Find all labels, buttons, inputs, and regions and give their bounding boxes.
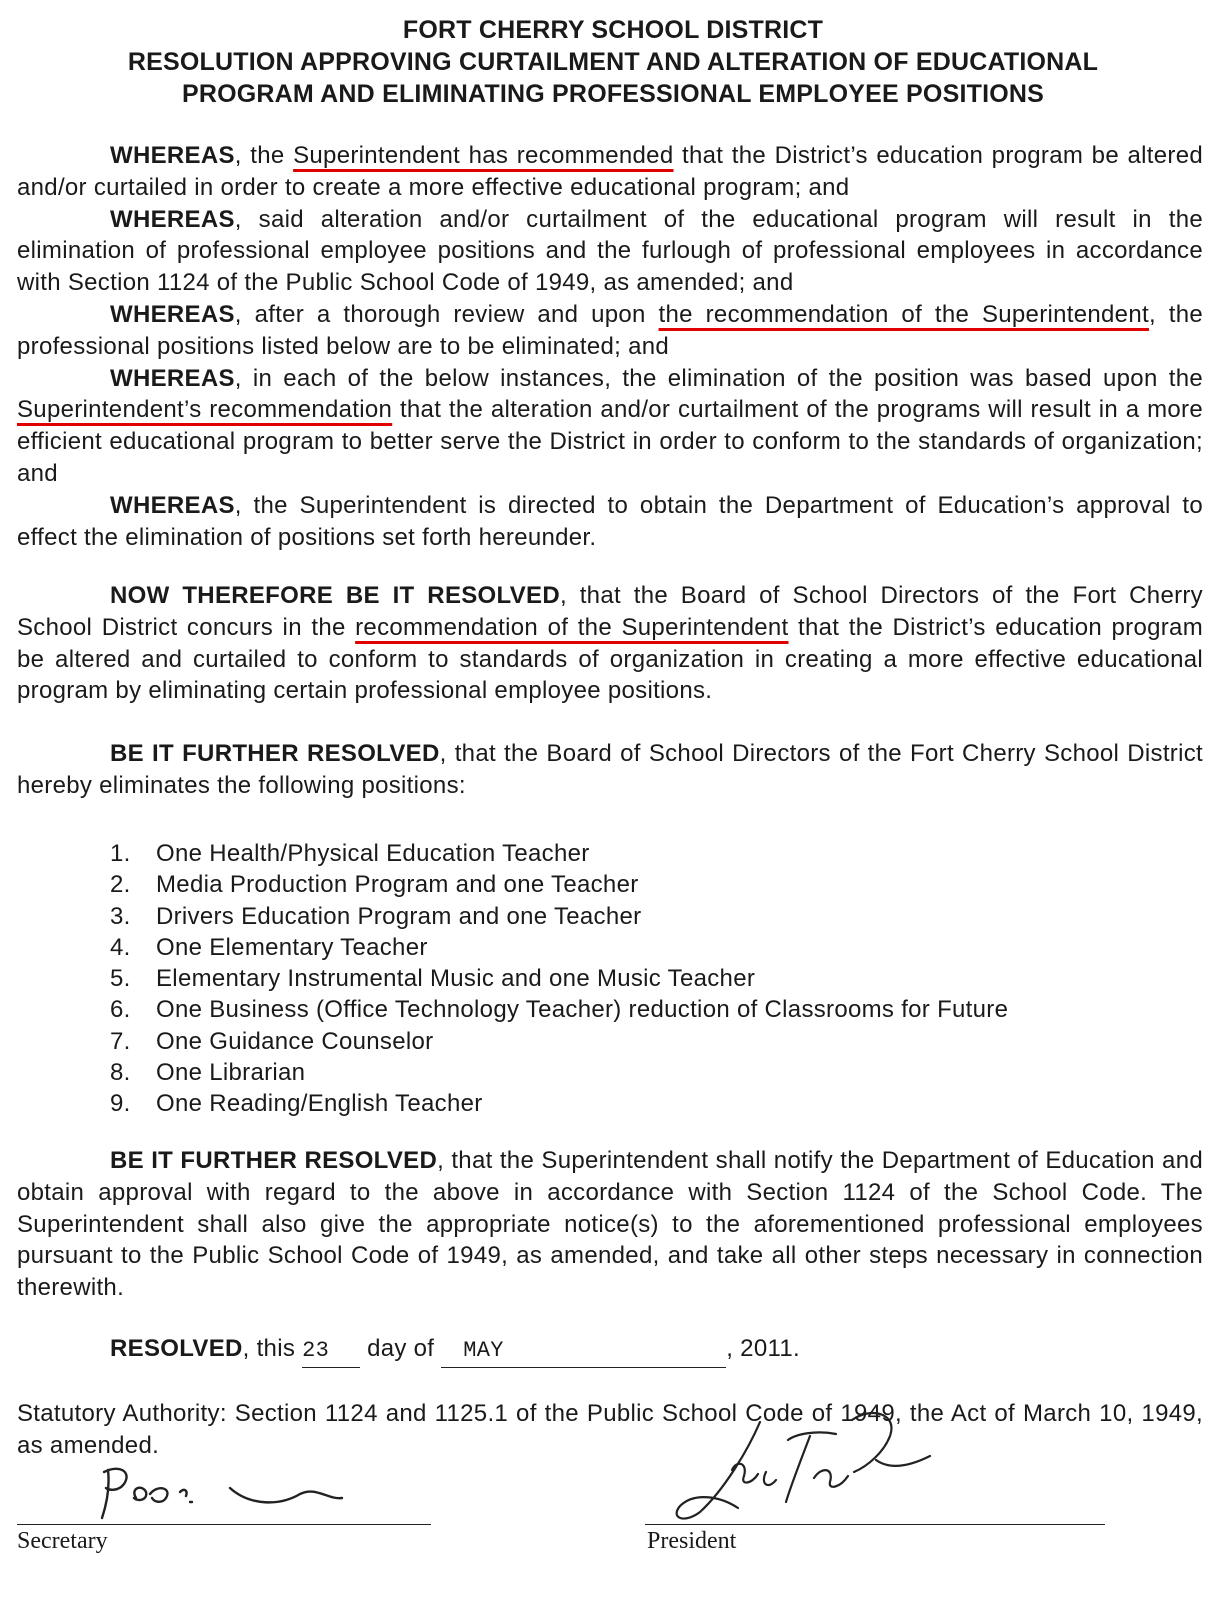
- whereas-clause-4: [17, 363, 1203, 490]
- item-number: 7.: [110, 1027, 131, 1055]
- item-text: Drivers Education Program and one Teacher: [156, 902, 642, 930]
- underlined-phrase: Superintendent’s recommendation: [17, 396, 393, 424]
- positions-list: [110, 838, 1008, 1120]
- now-therefore-paragraph: [17, 580, 1203, 707]
- month-field: MAY: [441, 1335, 726, 1368]
- item-number: 2.: [110, 871, 131, 899]
- list-item: [110, 1026, 1008, 1057]
- now-therefore-label: NOW THEREFORE BE IT RESOLVED: [110, 582, 560, 609]
- clause-text: , in each of the below instances, the elimination of the position was based upon the: [234, 364, 1203, 392]
- clause-text: , the professional positions listed below are to be eliminated; and: [17, 300, 1204, 360]
- item-number: 5.: [110, 965, 131, 993]
- item-number: 8.: [110, 1059, 131, 1087]
- day-field: 23: [302, 1335, 360, 1368]
- item-text: Media Production Program and one Teacher: [156, 871, 639, 899]
- whereas-label: WHEREAS: [110, 491, 235, 519]
- item-number: 3.: [110, 902, 131, 930]
- resolution-title-line2: PROGRAM AND ELIMINATING PROFESSIONAL EMPLOYEE POSITIONS: [182, 80, 1044, 108]
- whereas-clause-2: [17, 204, 1203, 299]
- list-item: [110, 963, 1008, 994]
- clause-text: , the: [234, 142, 294, 169]
- whereas-clause-5: [17, 490, 1203, 554]
- district-name: FORT CHERRY SCHOOL DISTRICT: [402, 16, 824, 44]
- secretary-label: Secretary: [17, 1528, 108, 1554]
- clause-text: , the Superintendent is directed to obtain the Department of Education’s approval to effect the elimination of positions set forth hereunder.: [17, 491, 1203, 551]
- date-text: day of: [360, 1335, 442, 1362]
- whereas-label: WHEREAS: [110, 142, 235, 169]
- clause-text: that the alteration and/or curtailment of the programs will result in a more efficient educational program to better serve the District in order to conform to the standards of organization; and: [17, 396, 1204, 487]
- whereas-label: WHEREAS: [110, 300, 235, 328]
- resolved-date-line: [17, 1333, 1203, 1368]
- clause-text: that the District’s education program be altered and/or curtailed in order to create a more effective educational program; and: [17, 142, 1203, 201]
- whereas-label: WHEREAS: [110, 205, 235, 233]
- list-item: [110, 932, 1008, 963]
- list-item: [110, 994, 1008, 1025]
- further-resolved-label: BE IT FURTHER RESOLVED: [110, 740, 440, 767]
- list-item: [110, 1088, 1008, 1119]
- whereas-label: WHEREAS: [110, 364, 235, 392]
- item-text: One Health/Physical Education Teacher: [156, 840, 590, 867]
- item-number: 4.: [110, 933, 131, 961]
- item-number: 9.: [110, 1090, 131, 1118]
- whereas-clause-1: [17, 140, 1203, 204]
- list-item: [110, 869, 1008, 900]
- statutory-authority: Statutory Authority: Section 1124 and 1125.1 of the Public School Code of 1949, the Act of March 10, 1949, as amended.: [17, 1400, 1203, 1459]
- date-text: , 2011.: [726, 1335, 800, 1362]
- paragraph-text: , that the Board of School Directors of the Fort Cherry School District hereby eliminates the following positions:: [17, 740, 1203, 799]
- item-text: Elementary Instrumental Music and one Music Teacher: [156, 965, 756, 993]
- item-number: 1.: [110, 840, 131, 867]
- paragraph-text: , that the Superintendent shall notify the Department of Education and obtain approval with regard to the above in accordance with Section 1124 of the School Code. The Superintendent shall also give the appropriate notice(s) to the aforementioned professional employees pursuant to the Public School Code of 1949, as amended, and take all other steps necessary in connection therewith.: [17, 1147, 1203, 1302]
- underlined-phrase: Superintendent has recommended: [293, 142, 674, 169]
- list-item: [110, 838, 1008, 869]
- item-text: One Guidance Counselor: [156, 1027, 434, 1055]
- secretary-signature: [80, 1458, 370, 1528]
- list-item: [110, 901, 1008, 932]
- further-resolved-label: BE IT FURTHER RESOLVED: [110, 1147, 438, 1174]
- underlined-phrase: recommendation of the Superintendent: [355, 613, 789, 641]
- paragraph-text: that the District’s education program be altered and curtailed to conform to standards of organization in creating a more effective educational program by eliminating certain professional employee positions.: [17, 613, 1203, 705]
- date-text: , this: [242, 1335, 303, 1362]
- list-item: [110, 1057, 1008, 1088]
- paragraph-text: , that the Board of School Directors of the Fort Cherry School District concurs in the: [17, 582, 1203, 641]
- item-text: One Elementary Teacher: [156, 933, 428, 961]
- whereas-clauses: [17, 140, 1203, 553]
- president-signature: [640, 1400, 970, 1530]
- clause-text: , said alteration and/or curtailment of the educational program will result in the elimination of professional employee positions and the furlough of professional employees in accordance with Section 1124 of the Public School Code of 1949, as amended; and: [17, 205, 1203, 297]
- resolution-title-line1: RESOLUTION APPROVING CURTAILMENT AND ALTERATION OF EDUCATIONAL: [127, 48, 1099, 76]
- whereas-clause-3: [17, 299, 1203, 363]
- resolved-label: RESOLVED: [110, 1335, 243, 1362]
- item-text: One Librarian: [156, 1059, 306, 1087]
- further-resolved-1: [17, 738, 1203, 802]
- further-resolved-2: [17, 1145, 1203, 1304]
- president-label: President: [647, 1528, 737, 1554]
- item-text: One Reading/English Teacher: [156, 1090, 483, 1118]
- item-number: 6.: [110, 996, 131, 1024]
- underlined-phrase: the recommendation of the Superintendent: [658, 300, 1149, 328]
- clause-text: , after a thorough review and upon: [234, 300, 659, 328]
- secretary-signature-line: [17, 1524, 431, 1525]
- item-text: One Business (Office Technology Teacher) reduction of Classrooms for Future: [156, 996, 1009, 1024]
- president-signature-line: [645, 1524, 1105, 1525]
